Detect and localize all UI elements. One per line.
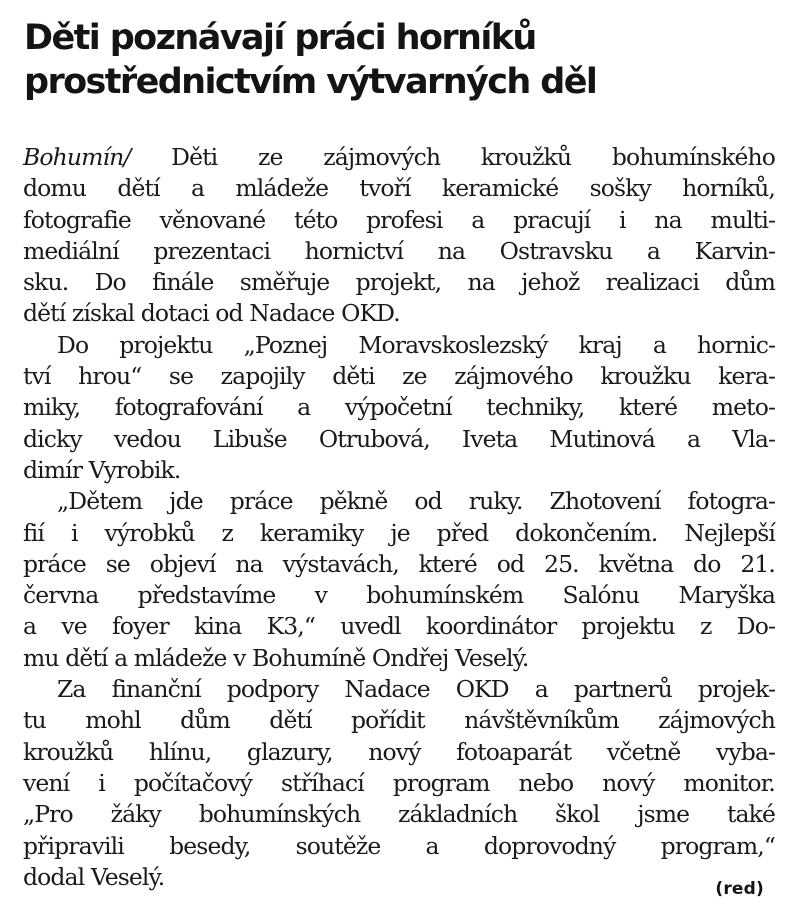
body-line-8: tví hrou“ se zapojily děti ze zájmového kroužku kera- [23,362,775,391]
author-signature: (red) [715,879,764,899]
body-line-6: dětí získal dotaci od Nadace OKD. [23,299,400,328]
body-line-22: „Pro žáky bohumínských základních škol jsme také [23,800,775,829]
body-line-17: mu dětí a mládeže v Bohumíně Ondřej Veselý. [23,643,529,672]
body-line-24: dodal Veselý. [23,862,165,891]
body-line-18: Za finanční podpory Nadace OKD a partnerů projek- [57,675,775,704]
body-line-9: miky, fotografování a výpočetní techniky, které meto- [23,393,775,422]
body-line-14: práce se objeví na výstavách, které od 25. května do 21. [23,549,775,578]
body-line-11: dimír Vyrobik. [23,455,181,484]
body-line-20: kroužků hlínu, glazury, nový fotoaparát včetně vyba- [23,737,775,766]
headline-line-2: prostřednictvím výtvarných děl [24,62,597,102]
body-line-16: a ve foyer kina K3,“ uvedl koordinátor projektu z Do- [23,612,775,641]
body-line-21: vení i počítačový stříhací program nebo nový monitor. [23,768,775,797]
headline-line-1: Děti poznávají práci horníků [24,18,536,58]
body-line-4: mediální prezentaci hornictví na Ostravsku a Karvin- [23,236,775,265]
body-line-12: „Dětem jde práce pěkně od ruky. Zhotovení fotogra- [57,487,775,516]
body-line-7: Do projektu „Poznej Moravskoslezský kraj a hornic- [57,330,775,359]
body-line-1-text: Děti ze zájmových kroužků bohumínského [130,143,775,171]
body-line-13: fií i výrobků z keramiky je před dokončením. Nejlepší [23,518,775,547]
body-line-19: tu mohl dům dětí pořídit návštěvníkům zájmových [23,706,775,735]
dateline: Bohumín/ [23,143,131,171]
article-body [23,142,775,893]
body-line-2: domu dětí a mládeže tvoří keramické sošky horníků, [23,174,775,203]
body-line-15: června představíme v bohumínském Salónu Maryška [23,581,775,610]
body-line-23: připravili besedy, soutěže a doprovodný program,“ [23,831,775,860]
body-line-10: dicky vedou Libuše Otrubová, Iveta Mutinová a Vla- [23,424,775,453]
article-headline [24,16,784,104]
body-line-5: sku. Do finále směřuje projekt, na jehož realizaci dům [23,268,775,297]
body-line-3: fotografie věnované této profesi a pracují i na multi- [23,205,775,234]
body-line-1 [23,142,775,173]
